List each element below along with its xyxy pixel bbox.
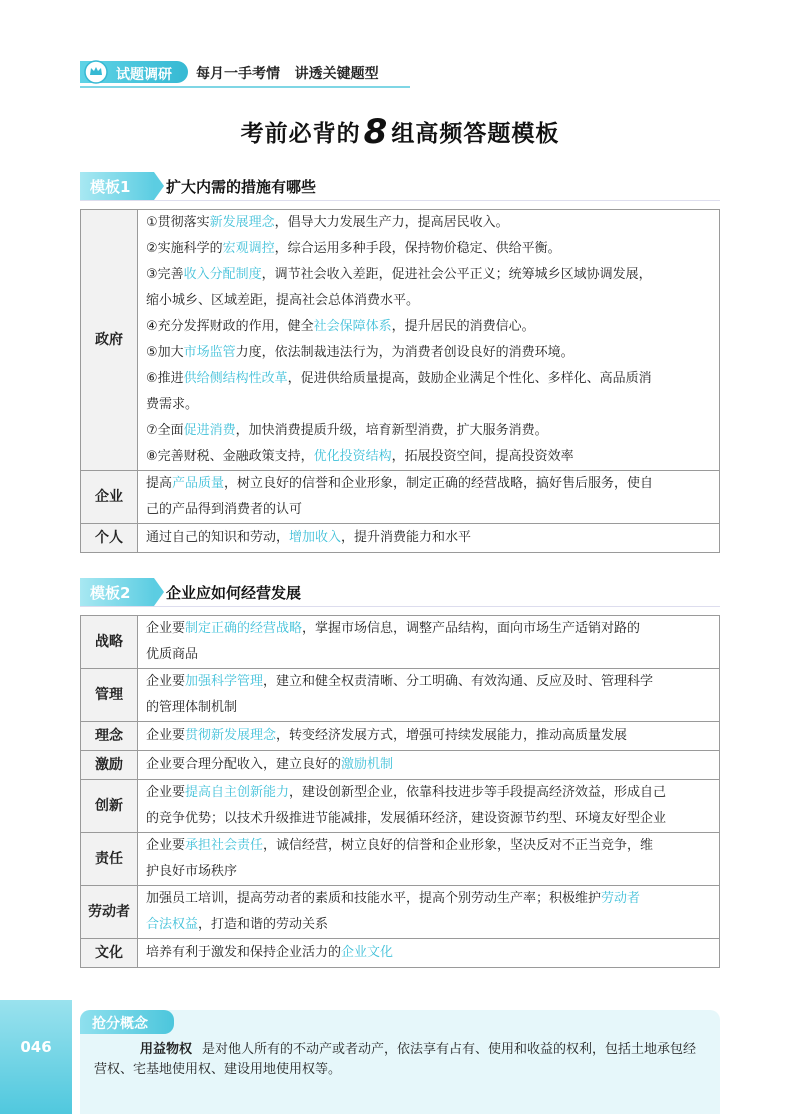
text-segment: ，提升消费能力和水平 [341,530,472,545]
keyword-highlight: 促进消费 [183,423,236,438]
keyword-highlight: 制定正确的经营战略 [185,621,303,636]
text-segment: 企业要 [146,838,186,853]
keyword-highlight: 激励机制 [341,757,394,772]
text-segment: ②实施科学的 [146,241,223,256]
text-segment: ，拓展投资空间，提高投资效率 [391,449,574,464]
row-header: 企业 [81,471,138,524]
text-segment: ，转变经济发展方式，增强可持续发展能力，推动高质量发展 [276,728,628,743]
text-segment: 培养有利于激发和保持企业活力的 [146,945,342,960]
header-badge-label: 试题调研 [116,67,172,83]
content-line [146,471,713,497]
text-segment: ，打造和谐的劳动关系 [198,917,329,932]
row-header: 理念 [81,722,138,751]
concept-box [80,1010,720,1114]
text-segment: ⑧完善财税、金融政策支持， [146,449,314,464]
section-2-badge-label: 模板2 [90,584,131,602]
concept-badge-label: 抢分概念 [92,1016,148,1032]
text-segment: ，树立良好的信誉和企业形象，制定正确的经营战略，搞好售后服务，使自 [224,476,654,491]
text-segment: ，加快消费提质升级，培育新型消费，扩大服务消费。 [235,423,548,438]
content-line [146,314,713,340]
row-content [138,751,720,780]
content-line [146,940,713,966]
text-segment: 企业要 [146,621,186,636]
keyword-highlight: 贯彻新发展理念 [185,728,277,743]
keyword-highlight: 供给侧结构性改革 [183,371,288,386]
content-line [146,886,713,912]
section-1-title: 扩大内需的措施有哪些 [166,178,317,196]
section-1-badge-label: 模板1 [90,178,131,196]
title-prefix: 考前必背的 [240,121,361,147]
row-content [138,780,720,833]
content-line [146,642,713,668]
text-segment: 的竞争优势；以技术升级推进节能减排，发展循环经济，建设资源节约型、环境友好型企业 [146,811,667,826]
text-segment: ①贯彻落实 [146,215,210,230]
text-segment: ，调节社会收入差距，促进社会公平正义；统筹城乡区域协调发展， [261,267,652,282]
text-segment: 力度，依法制裁违法行为，为消费者创设良好的消费环境。 [235,345,574,360]
keyword-highlight: 产品质量 [172,476,225,491]
keyword-highlight: 宏观调控 [222,241,275,256]
text-segment: ，倡导大力发展生产力，提高居民收入。 [274,215,509,230]
row-content [138,471,720,524]
page-number-tab [0,1000,72,1114]
title-suffix: 组高频答题模板 [391,121,560,147]
content-line [146,752,713,778]
content-line [146,859,713,885]
row-header: 责任 [81,833,138,886]
keyword-highlight: 新发展理念 [209,215,275,230]
keyword-highlight: 企业文化 [341,945,394,960]
content-line [146,236,713,262]
text-segment: ，诚信经营，树立良好的信誉和企业形象，坚决反对不正当竞争，维 [263,838,654,853]
text-segment: ④充分发挥财政的作用，健全 [146,319,314,334]
keyword-highlight: 承担社会责任 [185,838,264,853]
header-bar [80,60,410,86]
keyword-highlight: 市场监管 [183,345,236,360]
content-line [146,366,713,392]
table-enterprise-development [80,615,720,968]
header-underline [80,86,410,88]
table-row [81,939,720,968]
text-segment: ⑥推进 [146,371,184,386]
row-content [138,524,720,553]
table-row [81,616,720,669]
section-2-rule [80,606,720,607]
text-segment: 己的产品得到消费者的认可 [146,502,303,517]
table-row [81,833,720,886]
keyword-highlight: 社会保障体系 [313,319,392,334]
crown-icon [84,60,108,84]
text-segment: ，综合运用多种手段，保持物价稳定、供给平衡。 [274,241,561,256]
row-content [138,939,720,968]
table-row [81,751,720,780]
concept-body [94,1040,706,1080]
content-line [146,288,713,314]
table-row [81,780,720,833]
row-header: 激励 [81,751,138,780]
text-segment: 加强员工培训，提高劳动者的素质和技能水平，提高个别劳动生产率；积极维护 [146,891,602,906]
content-line [146,418,713,444]
row-content [138,616,720,669]
content-line [146,210,713,236]
section-1-badge [80,172,154,200]
content-line [146,444,713,470]
row-content [138,886,720,939]
content-line [146,780,713,806]
keyword-highlight: 合法权益 [146,917,199,932]
text-segment: 优质商品 [146,647,199,662]
table-row [81,210,720,471]
text-segment: 企业要 [146,785,186,800]
keyword-highlight: 加强科学管理 [185,674,264,689]
table-row [81,886,720,939]
content-line [146,695,713,721]
table-row [81,524,720,553]
page-title [0,112,800,152]
text-segment: 费需求。 [146,397,199,412]
keyword-highlight: 劳动者 [601,891,641,906]
text-segment: 提高 [146,476,173,491]
keyword-highlight: 收入分配制度 [183,267,262,282]
text-segment: ，促进供给质量提高，鼓励企业满足个性化、多样化、高品质消 [287,371,652,386]
section-2-badge [80,578,154,606]
content-line [146,833,713,859]
concept-definition: 是对他人所有的不动产或者动产，依法享有占有、使用和收益的权利，包括土地承包经营权、宅基地使用权、建设用地使用权等。 [94,1042,697,1077]
text-segment: ，掌握市场信息，调整产品结构，面向市场生产适销对路的 [302,621,641,636]
keyword-highlight: 提高自主创新能力 [185,785,290,800]
row-content [138,833,720,886]
text-segment: 的管理体制机制 [146,700,238,715]
title-number: 8 [363,112,389,152]
page-number: 046 [20,1038,52,1056]
text-segment: ③完善 [146,267,184,282]
text-segment: ⑤加大 [146,345,184,360]
row-header: 政府 [81,210,138,471]
content-line [146,392,713,418]
content-line [146,806,713,832]
content-line [146,912,713,938]
row-header: 创新 [81,780,138,833]
content-line [146,723,713,749]
header-badge [80,61,188,83]
content-line [146,497,713,523]
section-2-title: 企业应如何经营发展 [166,584,302,602]
row-content [138,722,720,751]
text-segment: 企业要 [146,728,186,743]
table-consumption-measures [80,209,720,553]
row-header: 劳动者 [81,886,138,939]
row-content [138,210,720,471]
keyword-highlight: 优化投资结构 [313,449,392,464]
table-row [81,669,720,722]
keyword-highlight: 增加收入 [289,530,342,545]
text-segment: ，建立和健全权责清晰、分工明确、有效沟通、反应及时、管理科学 [263,674,654,689]
text-segment: 企业要合理分配收入，建立良好的 [146,757,342,772]
row-header: 个人 [81,524,138,553]
text-segment: ，建设创新型企业，依靠科技进步等手段提高经济效益，形成自己 [289,785,667,800]
row-content [138,669,720,722]
text-segment: 护良好市场秩序 [146,864,238,879]
content-line [146,525,713,551]
row-header: 战略 [81,616,138,669]
content-line [146,616,713,642]
text-segment: 企业要 [146,674,186,689]
text-segment: 缩小城乡、区域差距，提高社会总体消费水平。 [146,293,420,308]
table-row [81,722,720,751]
content-line [146,669,713,695]
text-segment: 通过自己的知识和劳动， [146,530,290,545]
content-line [146,340,713,366]
row-header: 文化 [81,939,138,968]
header-tagline: 每月一手考情 讲透关键题型 [196,66,379,82]
row-header: 管理 [81,669,138,722]
concept-term: 用益物权 [140,1042,193,1057]
content-line [146,262,713,288]
text-segment: ，提升居民的消费信心。 [391,319,535,334]
table-row [81,471,720,524]
concept-badge [80,1010,174,1034]
text-segment: ⑦全面 [146,423,184,438]
section-1-rule [80,200,720,201]
